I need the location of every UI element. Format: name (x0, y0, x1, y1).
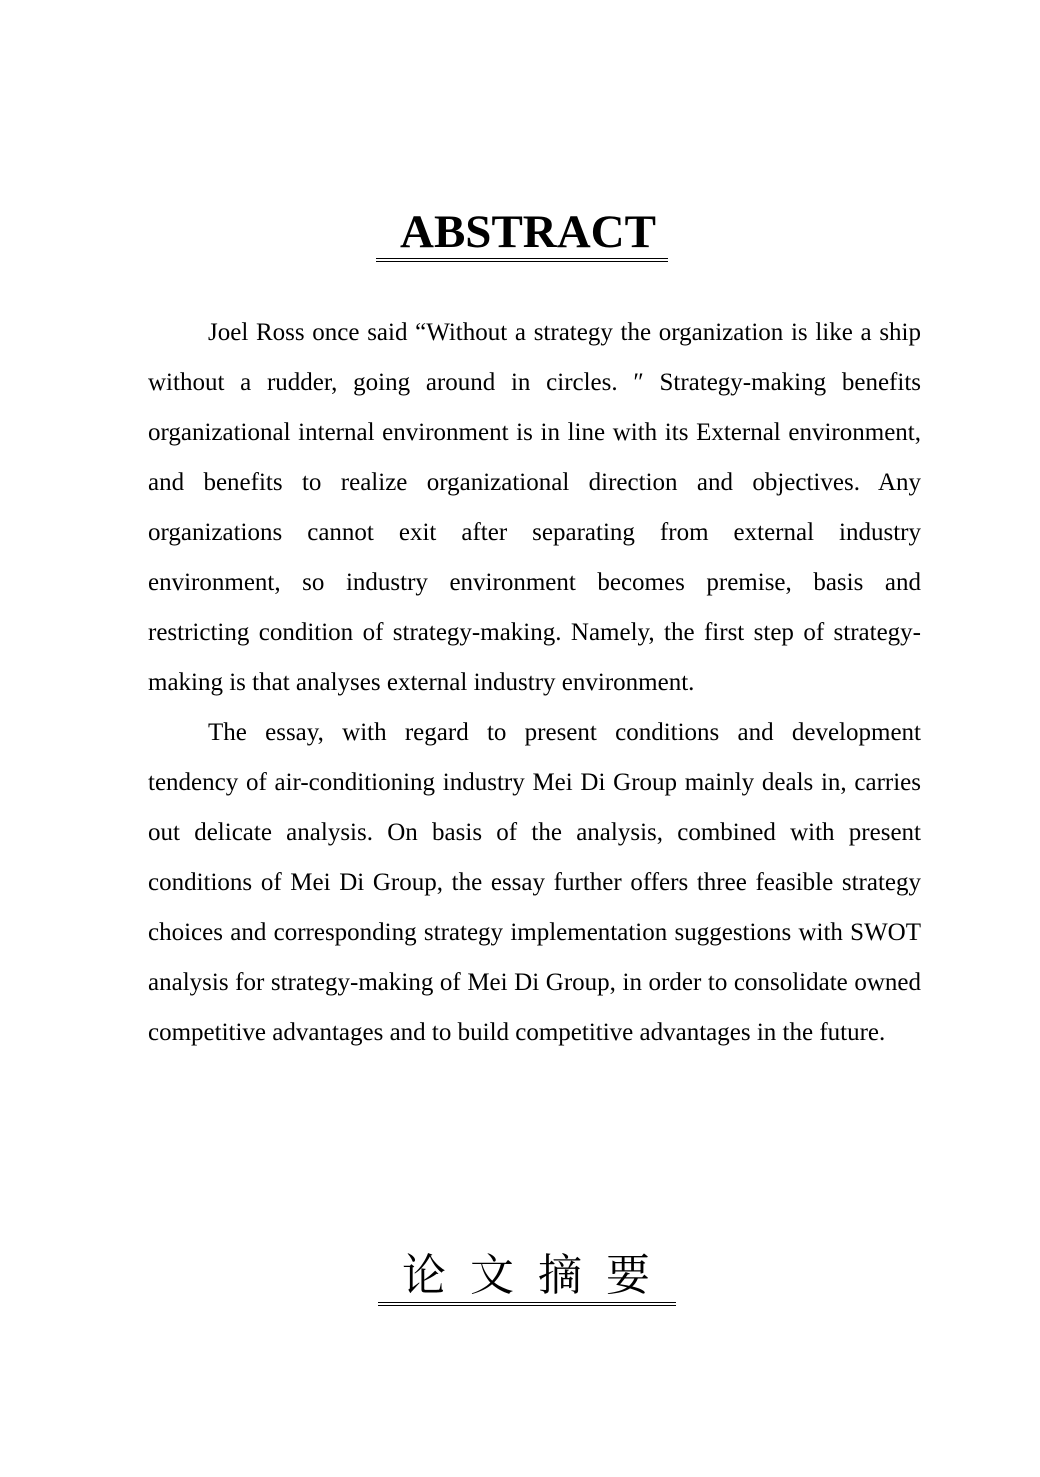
abstract-body (148, 308, 921, 1058)
abstract-paragraph-1: Joel Ross once said “Without a strategy the organization is like a ship without a rudder, going around in circles. ″ Strategy-making benefits organizational internal environment is in line with its External environment, and benefits to realize organizational direction and objectives. Any organizations cannot exit after separating from external industry environment, so industry environment becomes premise, basis and restricting condition of strategy-making. Namely, the first step of strategy-making is that analyses external industry environment. (148, 319, 921, 696)
chinese-abstract-heading (0, 1248, 1040, 1306)
chinese-abstract-title: 论文摘要 (378, 1248, 676, 1306)
abstract-heading (0, 201, 1040, 262)
abstract-paragraph-2: The essay, with regard to present conditions and development tendency of air-conditioning industry Mei Di Group mainly deals in, carries out delicate analysis. On basis of the analysis, combined with present conditions of Mei Di Group, the essay further offers three feasible strategy choices and corresponding strategy implementation suggestions with SWOT analysis for strategy-making of Mei Di Group, in order to consolidate owned competitive advantages and to build competitive advantages in the future. (148, 719, 921, 1046)
abstract-title: ABSTRACT (376, 201, 668, 262)
